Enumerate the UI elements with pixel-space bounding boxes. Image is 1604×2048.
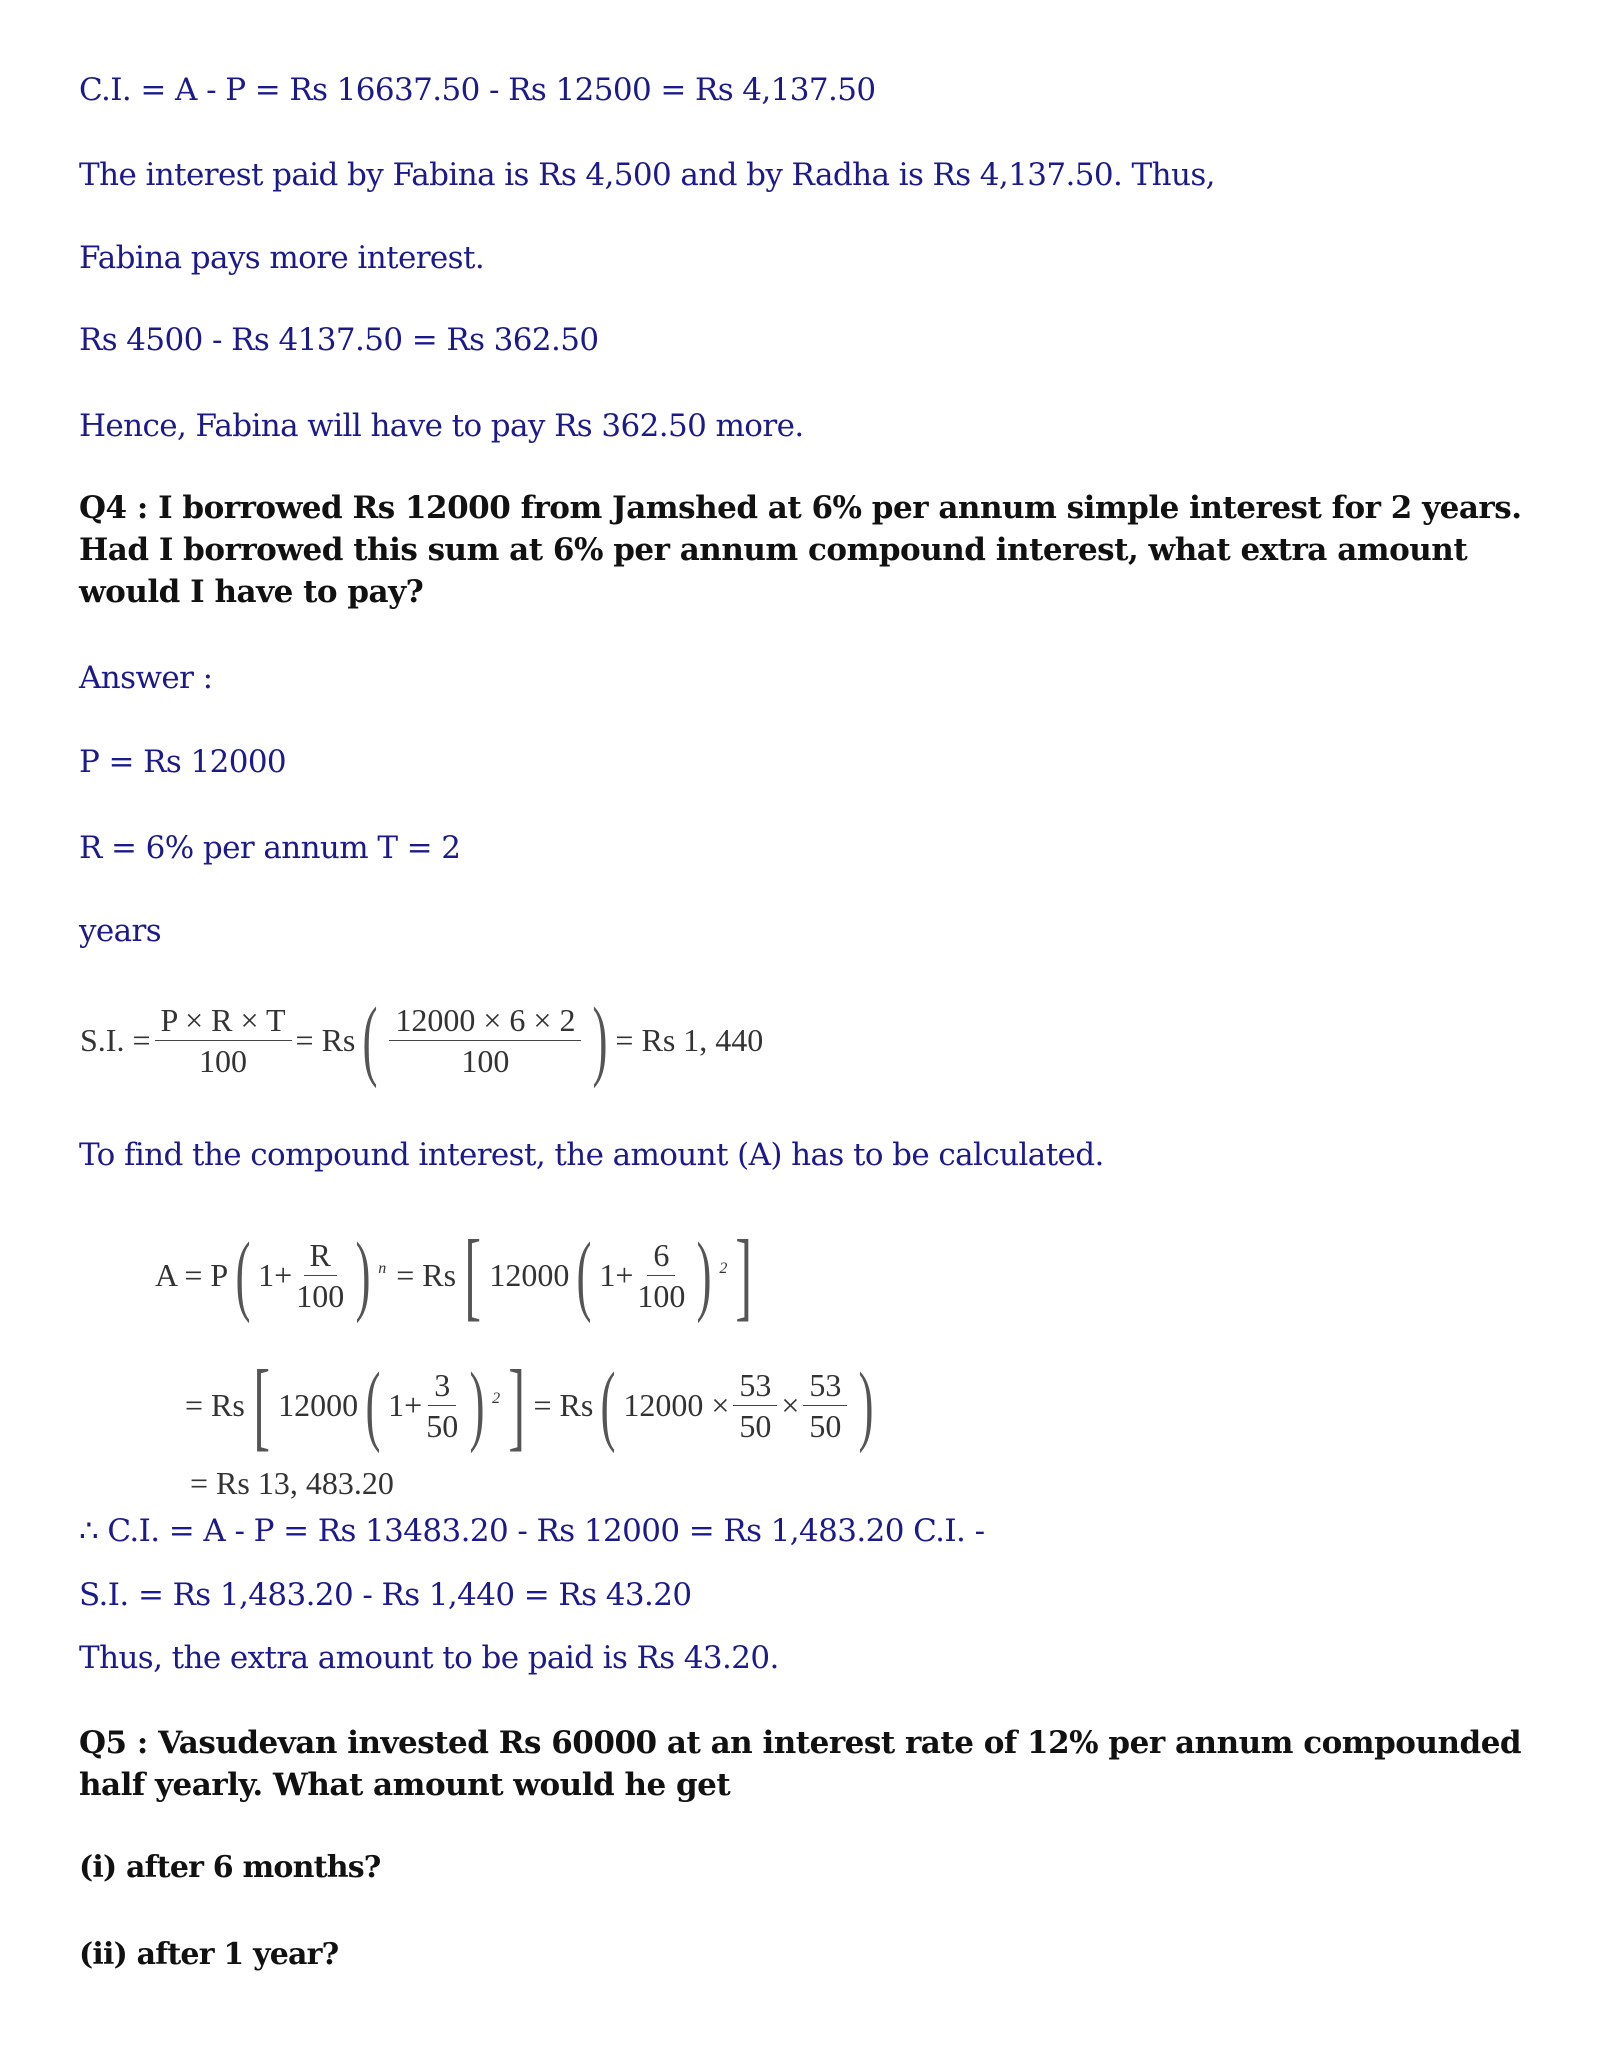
si-eq-rs: = Rs [295,1021,356,1058]
eq-rs-b: = Rs [533,1386,594,1423]
one-plus: 1+ [258,1256,293,1293]
rate-time-line: R = 6% per annum T = 2 [79,830,461,866]
interest-comparison-line: The interest paid by Fabina is Rs 4,500 and by Radha is Rs 4,137.50. Thus, [79,157,1215,193]
exponent-n: n [378,1260,387,1277]
rate-numerator: R [304,1237,337,1276]
right-bracket: ] [508,1349,526,1460]
years-line: years [79,913,162,949]
si-values-denominator: 100 [461,1042,510,1079]
ci-intro-line: To find the compound interest, the amount (A) has to be calculated. [79,1137,1104,1173]
simple-interest-formula [80,990,764,1089]
right-paren: ) [592,990,608,1089]
answer-label: Answer : [79,660,213,696]
question-5-part-ii: (ii) after 1 year? [79,1937,339,1972]
left-bracket: [ [464,1219,482,1330]
fifty-denominator: 50 [426,1407,459,1444]
final-answer-line: Hence, Fabina will have to pay Rs 362.50 more. [79,408,804,444]
left-paren: ( [576,1225,592,1324]
question-5-heading: Q5 : Vasudevan invested Rs 60000 at an interest rate of 12% per annum compounded half yearly. What amount would he get [79,1725,1522,1803]
ci-calculation-line: C.I. = A - P = Rs 16637.50 - Rs 12500 = Rs 4,137.50 [79,72,876,108]
amount-formula-line-2 [185,1349,881,1460]
right-paren: ) [355,1225,371,1324]
left-bracket: [ [253,1349,270,1460]
fifty-three-over-fifty-a [733,1367,777,1444]
amount-formula-line-1 [155,1219,761,1330]
eq-rs: = Rs [396,1256,457,1293]
exponent-2: 2 [492,1390,501,1407]
fifty-denominator: 50 [809,1407,842,1444]
fifty-three-over-fifty-b [803,1367,847,1444]
principal-value: 12000 [489,1256,570,1293]
exponent-2: 2 [719,1260,728,1277]
three-numerator: 3 [428,1367,456,1406]
si-values-numerator: 12000 × 6 × 2 [389,1002,581,1041]
right-paren: ) [696,1225,712,1324]
si-numerator: P × R × T [155,1002,292,1041]
si-result: = Rs 1, 440 [615,1021,764,1058]
fifty-denominator: 50 [739,1407,772,1444]
right-bracket: ] [735,1219,753,1330]
fifty-three-numerator: 53 [803,1367,847,1406]
left-paren: ( [362,990,378,1089]
six-over-hundred [637,1237,685,1314]
si-fraction-general [155,1002,292,1079]
times-sign: × [781,1386,800,1423]
question-4-heading: Q4 : I borrowed Rs 12000 from Jamshed at 6% per annum simple interest for 2 years. Had I borrowed this sum at 6% per annum compound interest, what extra amount would I have to pay? [79,490,1522,610]
conclusion-line: Fabina pays more interest. [79,240,485,276]
ci-result-line: ∴ C.I. = A - P = Rs 13483.20 - Rs 12000 = Rs 1,483.20 C.I. - [79,1513,985,1549]
hundred-denominator: 100 [637,1277,686,1314]
left-paren: ( [235,1225,251,1324]
right-paren: ) [469,1355,485,1454]
rate-fraction [296,1237,344,1314]
amount-result: = Rs 13, 483.20 [190,1465,394,1501]
one-plus: 1+ [599,1256,634,1293]
principal-value: 12000 [278,1386,359,1423]
three-over-fifty [426,1367,458,1444]
difference-line: Rs 4500 - Rs 4137.50 = Rs 362.50 [79,322,599,358]
si-denominator: 100 [199,1042,247,1079]
si-lhs: S.I. = [80,1021,151,1058]
fifty-three-numerator: 53 [733,1367,777,1406]
left-paren: ( [365,1355,381,1454]
eq-rs: = Rs [185,1386,245,1423]
si-difference-line: S.I. = Rs 1,483.20 - Rs 1,440 = Rs 43.20 [79,1577,692,1613]
six-numerator: 6 [647,1237,675,1276]
left-paren: ( [600,1355,616,1454]
principal-line: P = Rs 12000 [79,744,287,780]
si-fraction-values [389,1002,581,1079]
right-paren: ) [858,1355,874,1454]
rate-denominator: 100 [296,1277,345,1314]
extra-amount-line: Thus, the extra amount to be paid is Rs 43.20. [79,1640,779,1676]
one-plus: 1+ [388,1386,423,1423]
a-lhs: A = P [155,1256,229,1293]
times-12000: 12000 × [623,1386,730,1423]
question-5-part-i: (i) after 6 months? [79,1850,381,1885]
